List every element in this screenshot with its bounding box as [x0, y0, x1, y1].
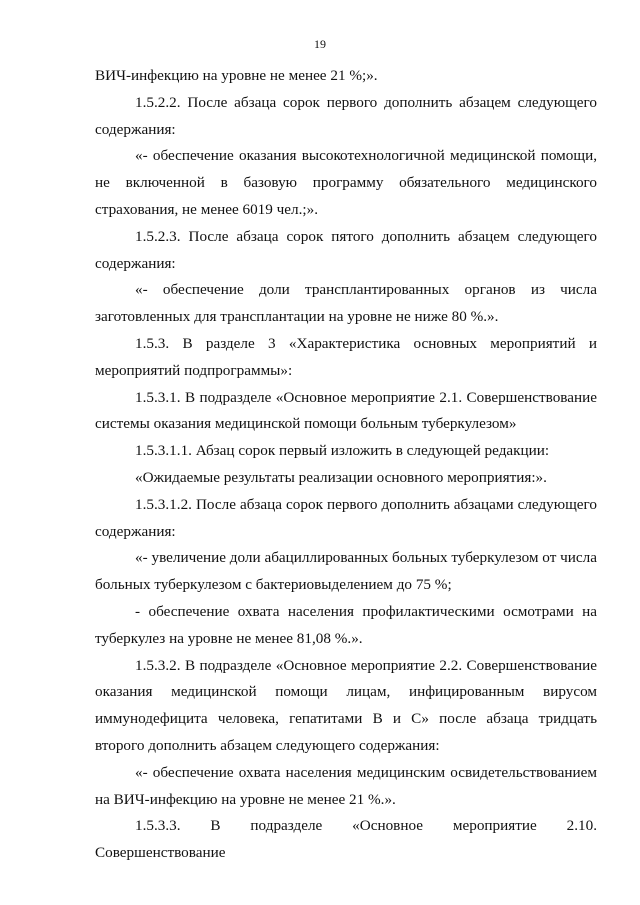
paragraph-1-5-3-2: 1.5.3.2. В подразделе «Основное мероприятие 2.2. Совершенствование оказания медицинской помощи лицам, инфицированным вирусом иммунодефицита человека, гепатитами В и С» после абзаца тридцать второго дополнить абзацем следующего содержания: [95, 656, 597, 754]
paragraph-1-5-2-2: 1.5.2.2. После абзаца сорок первого дополнить абзацем следующего содержания: [95, 93, 597, 138]
page-number: 19 [314, 37, 326, 51]
paragraph-1-5-3: 1.5.3. В разделе 3 «Характеристика основных мероприятий и мероприятий подпрограммы»: [95, 334, 597, 379]
paragraph-1-5-3-1: 1.5.3.1. В подразделе «Основное мероприятие 2.1. Совершенствование системы оказания медицинской помощи больным туберкулезом» [95, 388, 597, 433]
document-body [95, 63, 597, 867]
paragraph-1-5-2-3: 1.5.2.3. После абзаца сорок пятого дополнить абзацем следующего содержания: [95, 227, 597, 272]
paragraph-quote-transplant: «- обеспечение доли трансплантированных органов из числа заготовленных для трансплантации на уровне не ниже 80 %.». [95, 281, 597, 326]
paragraph-continuation: ВИЧ-инфекцию на уровне не менее 21 %;». [95, 67, 378, 84]
paragraph-quote-expected-results: «Ожидаемые результаты реализации основного мероприятия:». [135, 468, 547, 486]
paragraph-1-5-3-1-1: 1.5.3.1.1. Абзац сорок первый изложить в следующей редакции: [135, 442, 550, 460]
paragraph-1-5-3-3: 1.5.3.3. В подразделе «Основное мероприятие 2.10. Совершенствование [95, 817, 597, 862]
paragraph-quote-screening: - обеспечение охвата населения профилактическими осмотрами на туберкулез на уровне не менее 81,08 %.». [95, 602, 597, 647]
paragraph-quote-hiv-testing: «- обеспечение охвата населения медицинским освидетельствованием на ВИЧ-инфекцию на уровне не менее 21 %.». [95, 763, 597, 808]
paragraph-quote-high-tech-care: «- обеспечение оказания высокотехнологичной медицинской помощи, не включенной в базовую программу обязательного медицинского страхования, не менее 6019 чел.;». [95, 147, 597, 218]
paragraph-quote-tuberculosis: «- увеличение доли абациллированных больных туберкулезом от числа больных туберкулезом с бактериовыделением до 75 %; [95, 549, 597, 594]
paragraph-1-5-3-1-2: 1.5.3.1.2. После абзаца сорок первого дополнить абзацами следующего содержания: [95, 495, 597, 540]
